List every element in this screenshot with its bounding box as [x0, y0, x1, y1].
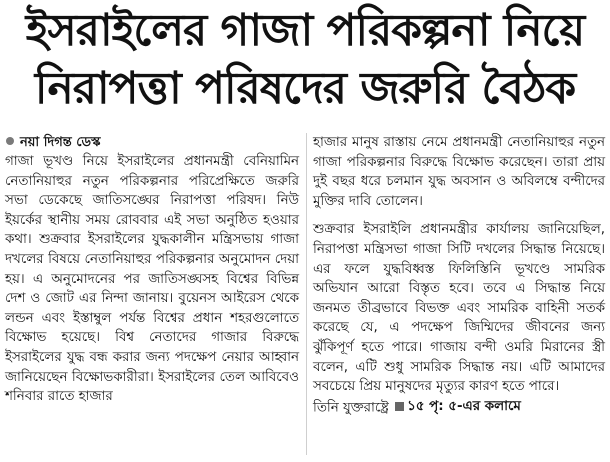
right-column	[313, 133, 605, 418]
left-column	[5, 133, 299, 407]
column-divider	[306, 133, 307, 455]
bullet-icon	[6, 137, 14, 145]
desk-label: নয়া দিগন্ত ডেস্ক	[20, 135, 101, 150]
continuation-label: ১৫ পৃ: ৫-এর কলামে	[407, 398, 521, 414]
continuation-note	[393, 397, 521, 417]
square-bullet-icon	[395, 402, 404, 411]
closing-line	[313, 397, 605, 418]
desk-byline	[5, 133, 299, 152]
body-paragraph: শুক্রবার ইসরাইলি প্রধানমন্ত্রীর কার্যালয় জানিয়েছিল, নিরাপত্তা মন্ত্রিসভা গাজা সিটি দখলের সিদ্ধান্ত নিয়েছে। এর ফলে যুদ্ধবিধ্বস্ত ফিলিস্তিনি ভূখণ্ডে সামরিক অভিযান আরো বিস্তৃত হবে। তবে এ সিদ্ধান্ত নিয়ে জনমত তীব্রভাবে বিভক্ত এবং সামরিক বাহিনী সতর্ক করেছে যে, এ পদক্ষেপ জিম্মিদের জীবনের জন্য ঝুঁকিপূর্ণ হতে পারে। গাজায় বন্দী ওমরি মিরানের স্ত্রী বলেন, এটি শুধু সামরিক সিদ্ধান্ত নয়। এটি আমাদের সবচেয়ে প্রিয় মানুষদের মৃত্যুর কারণ হতে পারে।	[313, 222, 605, 395]
headline-line-2: নিরাপত্তা পরিষদের জরুরি বৈঠক	[34, 63, 576, 114]
headline-line-1: ইসরাইলের গাজা পরিকল্পনা নিয়ে	[25, 5, 585, 56]
headline	[0, 2, 610, 118]
body-paragraph: গাজা ভূখণ্ড নিয়ে ইসরাইলের প্রধানমন্ত্রী বেনিয়ামিন নেতানিয়াহুর নতুন পরিকল্পনার পরিপ্রেক্ষিতে জরুরি সভা ডেকেছে জাতিসঙ্ঘের নিরাপত্তা পরিষদ। নিউ ইয়র্কের স্থানীয় সময় রোববার এই সভা অনুষ্ঠিত হওয়ার কথা। শুক্রবার ইসরাইলের যুদ্ধকালীন মন্ত্রিসভায় গাজা দখলের বিষয়ে নেতানিয়াহুর পরিকল্পনার অনুমোদন দেয়া হয়। এ অনুমোদনের পর জাতিসঙ্ঘসহ বিশ্বের বিভিন্ন দেশ ও জোট এর নিন্দা জানায়। বুয়েনস আইরেস থেকে লন্ডন এবং ইস্তাম্বুল পর্যন্ত বিশ্বের প্রধান শহরগুলোতে বিক্ষোভ হয়েছে। বিশ্ব নেতাদের গাজার বিরুদ্ধে ইসরাইলের যুদ্ধ বন্ধ করার জন্য পদক্ষেপ নেয়ার আহ্বান জানিয়েছেন বিক্ষোভকারীরা। ইসরাইলের তেল আবিবেও শনিবার রাতে হাজার	[5, 154, 299, 405]
closing-text: তিনি যুক্তরাষ্ট্রে	[313, 400, 389, 416]
body-paragraph: হাজার মানুষ রাস্তায় নেমে প্রধানমন্ত্রী নেতানিয়াহুর নতুন গাজা পরিকল্পনার বিরুদ্ধে বিক্ষোভ করেছেন। তারা প্রায় দুই বছর ধরে চলমান যুদ্ধ অবসান ও অবিলম্বে বন্দীদের মুক্তির দাবি তোলেন।	[313, 135, 605, 209]
